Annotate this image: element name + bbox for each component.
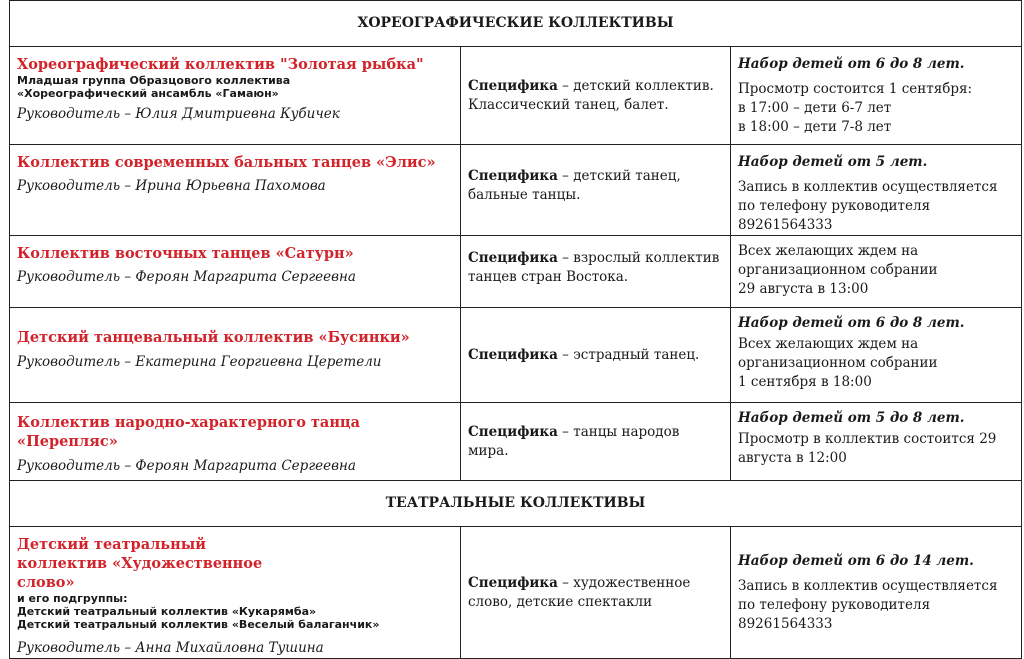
spec-cell <box>461 236 731 308</box>
group-subtitle: «Хореографический ансамбль «Гамаюн» <box>17 87 279 100</box>
spec-label: Специфика <box>468 423 558 440</box>
group-leader: Руководитель – Анна Михайловна Тушина <box>17 640 324 656</box>
group-title: Детский театральный коллектив «Художественное слово» <box>17 536 263 591</box>
group-leader: Руководитель – Фероян Маргарита Сергеевна <box>17 458 356 474</box>
enroll-cell <box>731 403 1022 481</box>
spec-label: Специфика <box>468 574 558 591</box>
group-title: Коллектив народно-характерного танца «Перепляс» <box>17 414 361 450</box>
group-title: Коллектив восточных танцев «Сатурн» <box>17 245 354 262</box>
group-cell <box>10 403 461 481</box>
spec-text: – детский танец, бальные танцы. <box>468 168 681 203</box>
table-row <box>10 403 1022 481</box>
spec-text: – детский коллектив. Классический танец, балет. <box>468 78 714 113</box>
spec-label: Специфика <box>468 168 558 184</box>
group-subtitle: Детский театральный коллектив «Кукарямба» <box>17 605 317 618</box>
enroll-info: 29 августа в 13:00 <box>738 281 869 297</box>
table-row <box>10 308 1022 403</box>
group-cell <box>10 145 461 236</box>
section-header-theatre: ТЕАТРАЛЬНЫЕ КОЛЛЕКТИВЫ <box>10 481 1022 527</box>
table-row <box>10 47 1022 145</box>
enroll-age: Набор детей от 6 до 8 лет. <box>738 56 965 72</box>
enroll-cell <box>731 527 1022 659</box>
group-title: Детский танцевальный коллектив «Бусинки» <box>17 329 410 346</box>
enroll-info: Просмотр в коллектив состоится 29 августа в 12:00 <box>738 431 997 466</box>
spec-cell <box>461 403 731 481</box>
enroll-info: Всех желающих ждем на организационном собрании <box>738 243 938 278</box>
table-row <box>10 527 1022 659</box>
schedule-table <box>9 0 1022 659</box>
enroll-cell <box>731 47 1022 145</box>
table-row <box>10 236 1022 308</box>
spec-text: – художественное слово, детские спектакли <box>468 574 691 610</box>
enroll-age: Набор детей от 5 до 8 лет. <box>738 410 965 426</box>
group-subtitle: Детский театральный коллектив «Веселый балаганчик» <box>17 618 380 631</box>
group-cell <box>10 308 461 403</box>
group-leader: Руководитель – Екатерина Георгиевна Церетели <box>17 354 382 370</box>
spec-label: Специфика <box>468 346 558 363</box>
group-leader: Руководитель – Фероян Маргарита Сергеевна <box>17 269 356 285</box>
spec-cell <box>461 308 731 403</box>
enroll-info: Запись в коллектив осуществляется по телефону руководителя 89261564333 <box>738 179 998 233</box>
spec-cell <box>461 145 731 236</box>
enroll-info: Запись в коллектив осуществляется по телефону руководителя 89261564333 <box>738 577 998 632</box>
group-cell <box>10 47 461 145</box>
enroll-info: Всех желающих ждем на организационном собрании <box>738 336 938 371</box>
enroll-info: в 18:00 – дети 7-8 лет <box>738 119 892 135</box>
group-title: Хореографический коллектив "Золотая рыбка" <box>17 56 424 73</box>
spec-text: – эстрадный танец. <box>557 346 700 363</box>
group-cell <box>10 527 461 659</box>
spec-cell <box>461 527 731 659</box>
enroll-age: Набор детей от 5 лет. <box>738 154 928 170</box>
group-title: Коллектив современных бальных танцев «Элис» <box>17 154 436 171</box>
spec-text: – танцы народов мира. <box>468 423 680 459</box>
enroll-age: Набор детей от 6 до 8 лет. <box>738 315 965 331</box>
enroll-age: Набор детей от 6 до 14 лет. <box>738 552 974 569</box>
enroll-cell <box>731 308 1022 403</box>
table-row <box>10 145 1022 236</box>
enroll-info: в 17:00 – дети 6-7 лет <box>738 100 892 116</box>
group-leader: Руководитель – Ирина Юрьевна Пахомова <box>17 178 326 194</box>
section-header-choreo: ХОРЕОГРАФИЧЕСКИЕ КОЛЛЕКТИВЫ <box>10 1 1022 47</box>
spec-label: Специфика <box>468 78 558 94</box>
group-subtitle: Младшая группа Образцового коллектива <box>17 74 291 87</box>
enroll-cell <box>731 145 1022 236</box>
group-cell <box>10 236 461 308</box>
enroll-info: 1 сентября в 18:00 <box>738 374 872 390</box>
spec-cell <box>461 47 731 145</box>
group-leader: Руководитель – Юлия Дмитриевна Кубичек <box>17 106 340 122</box>
enroll-cell <box>731 236 1022 308</box>
enroll-info: Просмотр состоится 1 сентября: <box>738 81 973 97</box>
spec-text: – взрослый коллектив танцев стран Востока. <box>468 250 720 285</box>
group-subtitle: и его подгруппы: <box>17 592 128 605</box>
spec-label: Специфика <box>468 250 558 266</box>
